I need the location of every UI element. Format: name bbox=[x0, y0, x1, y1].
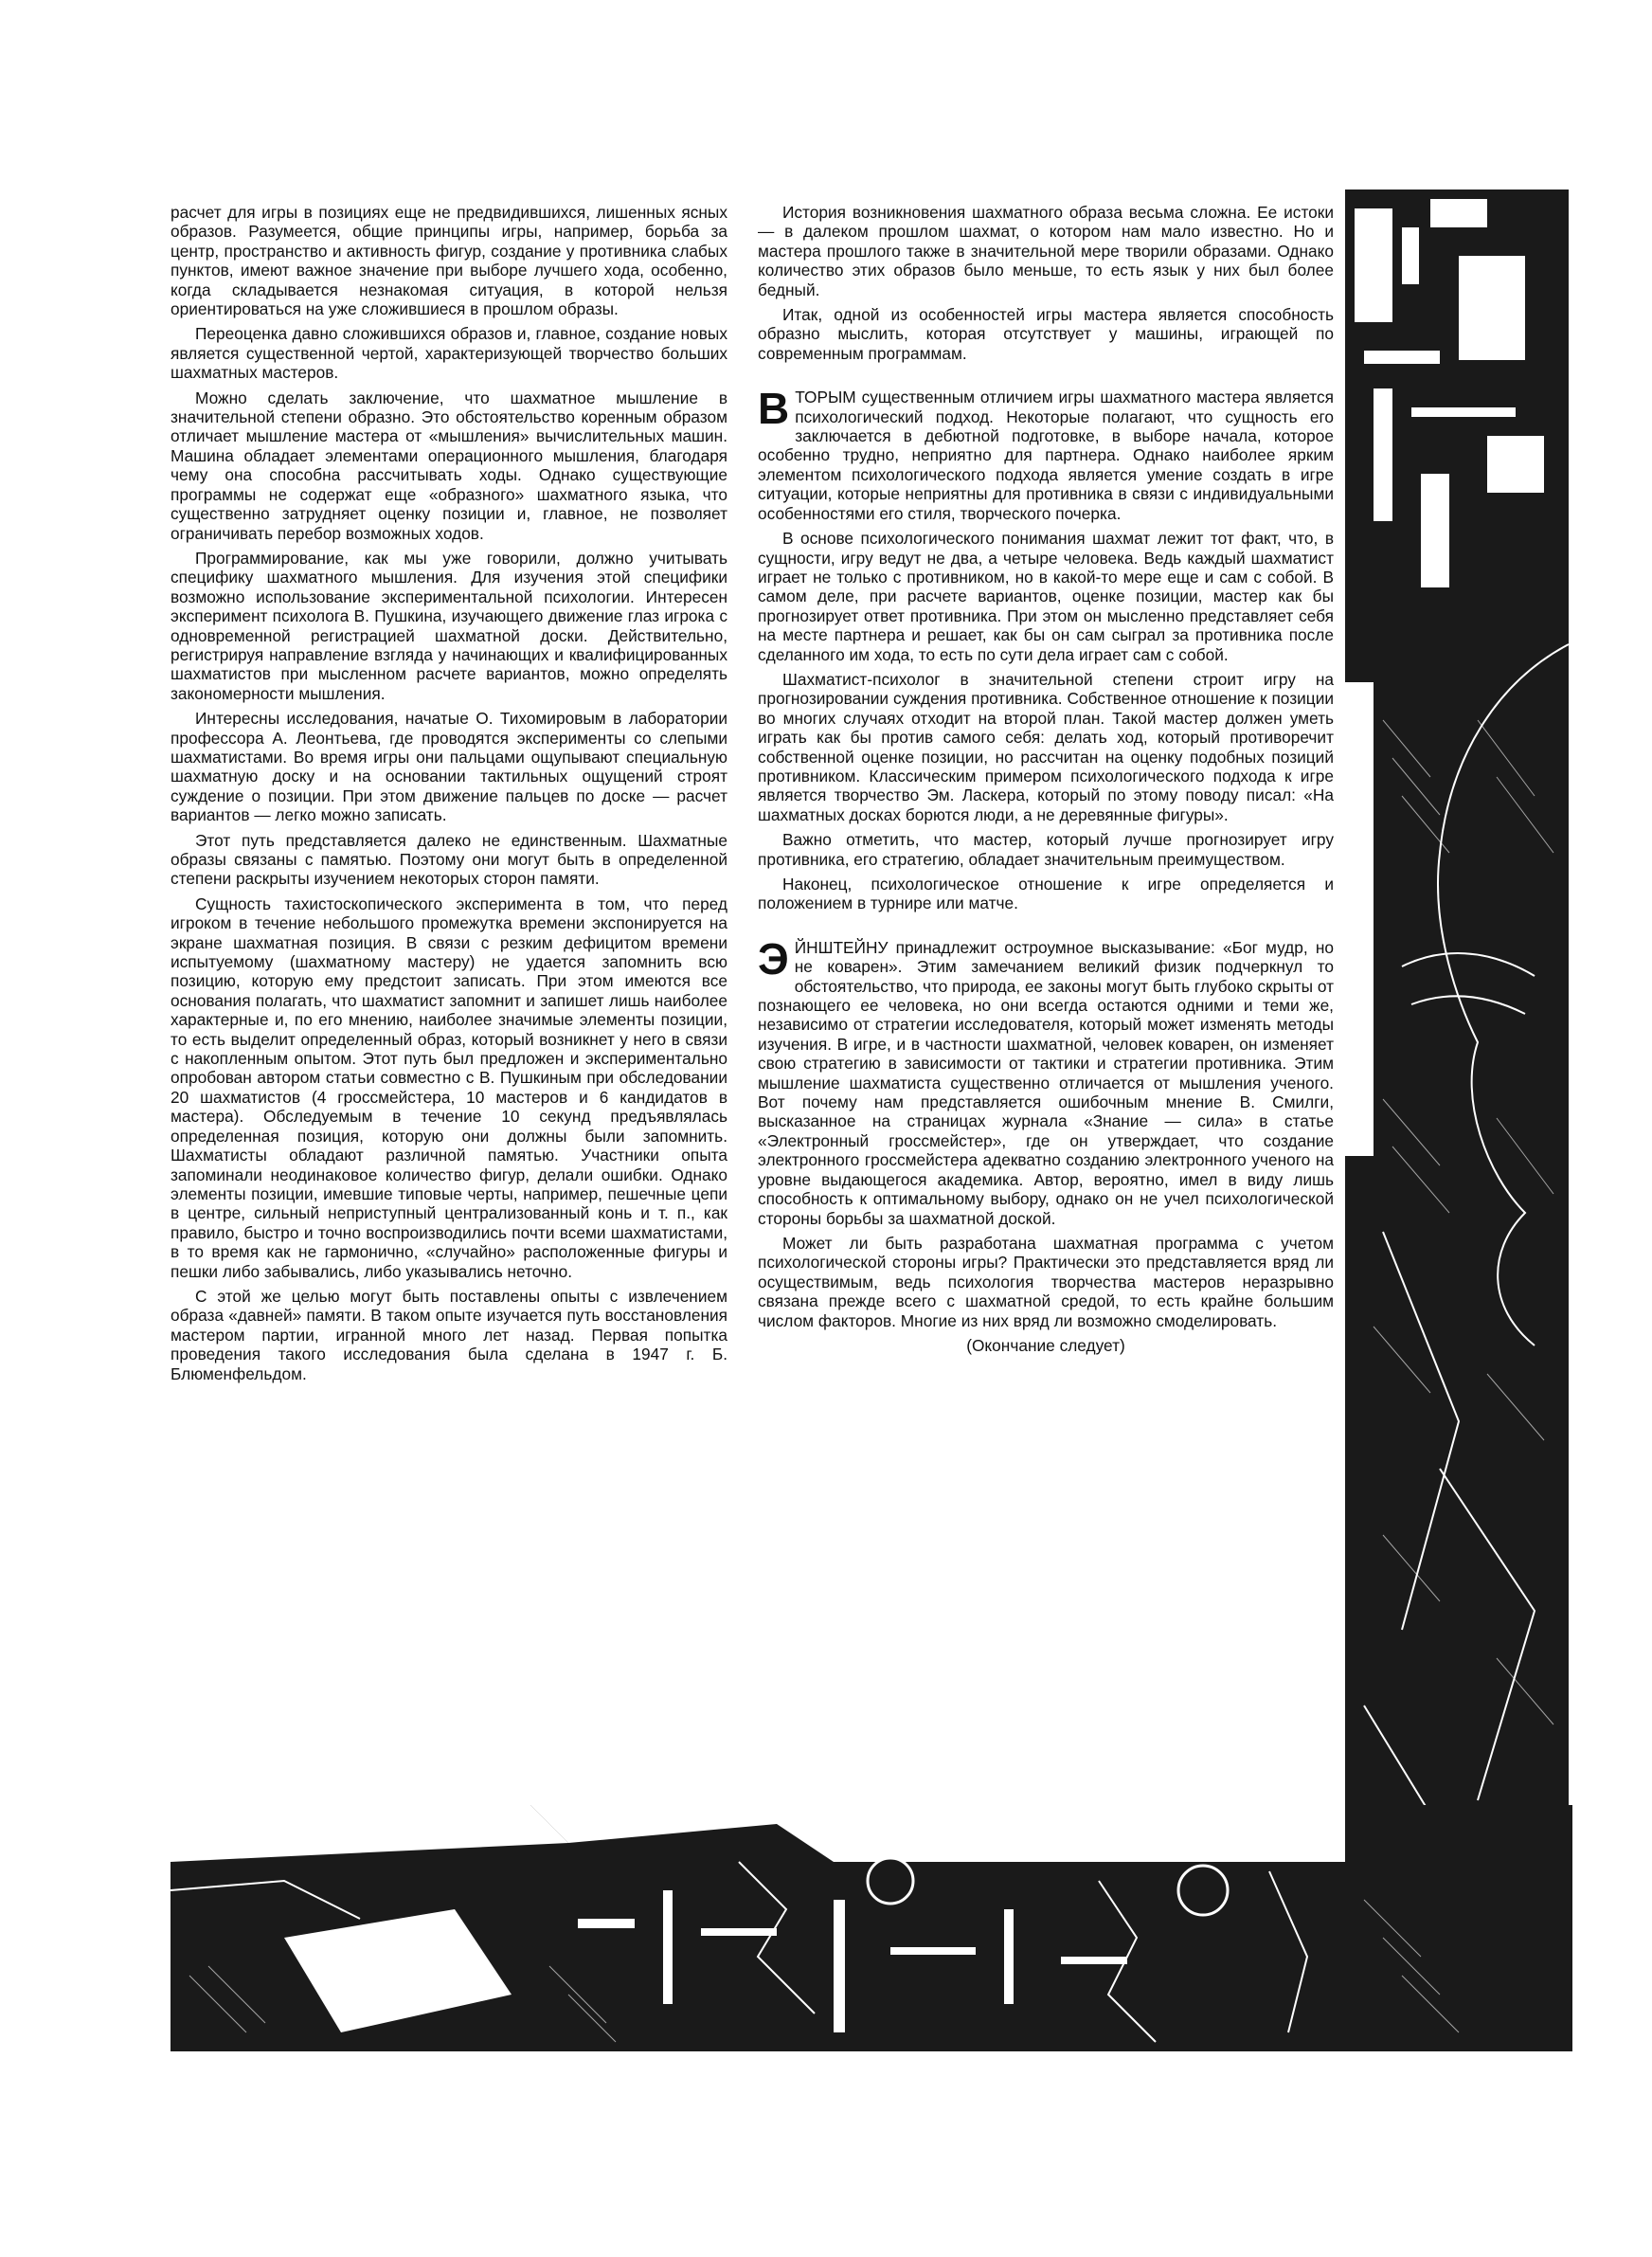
paragraph: Шахматист-психолог в значительной степени строит игру на прогнозировании суждения противника. Собственное отношение к позиции во многих случаях отходит на второй план. Такой мастер должен уметь играть как бы против самого себя: делать ход, который противоречит собственной оценке позиции, но рассчитан на оценку подобных позиций противником. Классическим примером психологического подхода к игре является творчество Эм. Ласкера, который по этому поводу писал: «На шахматных досках борются люди, а не деревянные фигуры». bbox=[758, 669, 1334, 824]
paragraph: История возникновения шахматного образа весьма сложна. Ее истоки — в далеком прошлом шахмат, о котором нам мало известно. Но и мастера прошлого также в значительной мере творили образами. Однако количество этих образов было меньше, то есть язык у них был более бедный. bbox=[758, 203, 1334, 299]
paragraph: Можно сделать заключение, что шахматное мышление в значительной степени образно. Это обстоятельство коренным образом отличает мышление мастера от «мышления» вычислительных машин. Машина обладает элементами операционного мышления, благодаря чему она способна рассчитывать ходы. Однако существующие программы не содержат еще «образного» шахматного языка, что существенно затрудняет оценку позиции и, главное, не позволяет ограничивать перебор возможных ходов. bbox=[171, 388, 727, 543]
section-opening-paragraph bbox=[758, 933, 1334, 1228]
engraving-face-illustration bbox=[1345, 190, 1569, 1905]
paragraph: С этой же целью могут быть поставлены опыты с извлечением образа «давней» памяти. В таком опыте изучается путь восстановления мастером партии, игранной много лет назад. Первая попытка проведения такого исследования была сделана в 1947 г. Б. Блюменфельдом. bbox=[171, 1286, 727, 1383]
section-lead-text: ЙНШТЕЙНУ принадлежит остроумное высказывание: «Бог мудр, но не коварен». Этим замечанием великий физик подчеркнул то обстоятельство, что природа, ее законы могут быть глубоко скрыты от познающего ее человека, но они всегда остаются одними и теми же, независимо от стратегии исследователя, который может изменять методы изучения. В игре, и в частности шахматной, человек коварен, он изменяет свою стратегию в зависимости от тактики и стратегии противника. Этим мышление шахматиста существенно отличается от мышления ученого. Вот почему нам представляется ошибочным мнение В. Смилги, высказанное на страницах журнала «Знание — сила» в статье «Электронный гроссмейстер», где он утверждает, что создание электронного гроссмейстера адекватно созданию электронного ученого на уровне выдающегося академика. Автор, вероятно, имел в виду лишь способность к оптимальному выбору, однако он не учел психологической стороны борьбы за шахматной доской. bbox=[758, 937, 1334, 1228]
paragraph: Может ли быть разработана шахматная программа с учетом психологической стороны игры? Практически это представляется вряд ли осуществимым, ведь психология творчества мастеров неразрывно связана прежде всего с шахматной средой, то есть крайне большим числом факторов. Многие из них вряд ли возможно смоделировать. bbox=[758, 1233, 1334, 1330]
paragraph: Этот путь представляется далеко не единственным. Шахматные образы связаны с памятью. Поэтому они могут быть в определенной степени раскрыты изучением некоторых сторон памяти. bbox=[171, 830, 727, 889]
paragraph: В основе психологического понимания шахмат лежит тот факт, что, в сущности, игру ведут не два, а четыре человека. Ведь каждый шахматист играет не только с противником, но в какой-то мере еще и сам с собой. В самом деле, при расчете вариантов, оценке позиции, мастер как бы прогнозирует ответ противника. При этом он мысленно представляет себя на месте партнера и решает, как бы он сам сыграл за противника после сделанного им хода, то есть по сути дела играет сам с собой. bbox=[758, 529, 1334, 664]
paragraph: Наконец, психологическое отношение к игре определяется и положением в турнире или матче. bbox=[758, 875, 1334, 913]
paragraph: Интересны исследования, начатые О. Тихомировым в лаборатории профессора А. Леонтьева, где проводятся эксперименты со слепыми шахматистами. Во время игры они пальцами ощупывают специальную шахматную доску и на основании тактильных ощущений строят суждение о позиции. При этом движение пальцев по доске — расчет вариантов — легко можно записать. bbox=[171, 709, 727, 825]
drop-cap: В bbox=[758, 384, 790, 434]
paragraph: Программирование, как мы уже говорили, должно учитывать специфику шахматного мышления. Для изучения этой специфики возможно использование экспериментальной психологии. Интересен эксперимент психолога В. Пушкина, изучающего движение глаз игрока с одновременной регистрацией шахматной доски. Действительно, регистрируя направление взгляда у начинающих и квалифицированных шахматистов при мысленном расчете вариантов, можно определять закономерности мышления. bbox=[171, 548, 727, 703]
engraving-chess-illustration bbox=[171, 1805, 1572, 2051]
paragraph: расчет для игры в позициях еще не предвидившихся, лишенных ясных образов. Разумеется, общие принципы игры, например, борьба за центр, пространство и активность фигур, создание у противника слабых пунктов, имеют важное значение при выборе лучшего хода, особенно, когда складывается незнакомая ситуация, в которой нельзя ориентироваться на уже сложившиеся в прошлом образы. bbox=[171, 203, 727, 319]
paragraph: Сущность тахистоскопического эксперимента в том, что перед игроком в течение небольшого промежутка времени экспонируется на экране шахматная позиция. В связи с резким дефицитом времени испытуемому (шахматному мастеру) не удается запомнить всю позицию, которую ему предстоит записать. При этом имеются все основания полагать, что шахматист запомнит и запишет лишь наиболее характерные и, по его мнению, наиболее значимые элементы позиции, то есть выделит определенный образ, который возникнет у него в связи с накопленным опытом. Этот путь был предложен и экспериментально опробован автором статьи совместно с В. Пушкиным при обследовании 20 шахматистов (4 гроссмейстера, 10 мастеров и 6 кандидатов в мастера). Обследуемым в течение 10 секунд предъявлялась определенная позиция, которую они должны были запомнить. Шахматисты обладают различной памятью. Участники опыта запоминали неодинаковое количество фигур, делали ошибки. Однако элементы позиции, имевшие типовые черты, например, пешечные цепи в центре, сильный неприступный централизованный конь и т. п., как правило, быстро и точно воспроизводились почти всеми шахматистами, в то время как не гармонично, «случайно» расположенные фигуры и пешки либо забывались, либо указывались неточно. bbox=[171, 894, 727, 1281]
paragraph: Переоценка давно сложившихся образов и, главное, создание новых является существенной чертой, характеризующей творчество больших шахматных мастеров. bbox=[171, 324, 727, 383]
section-opening-paragraph bbox=[758, 384, 1334, 523]
drop-cap: Э bbox=[758, 933, 789, 984]
middle-column bbox=[758, 203, 1334, 1361]
left-column bbox=[171, 203, 727, 1389]
paragraph: Важно отметить, что мастер, который лучше прогнозирует игру противника, его стратегию, обладает значительным преимуществом. bbox=[758, 830, 1334, 869]
paragraph: Итак, одной из особенностей игры мастера является способность образно мыслить, которая отсутствует у машины, играющей по современным программам. bbox=[758, 305, 1334, 363]
continued-note: (Окончание следует) bbox=[966, 1335, 1125, 1355]
section-lead-text: ТОРЫМ существенным отличием игры шахматного мастера является психологический подход. Некоторые полагают, что сущность его заключается в дебютной подготовке, в выборе начала, которое особенно трудно, неприятно для партнера. Однако наиболее ярким элементом психологического подхода является умение создать в игре ситуации, которые неприятны для противника в связи с индивидуальными особенностями его стиля, творческого почерка. bbox=[758, 388, 1334, 523]
